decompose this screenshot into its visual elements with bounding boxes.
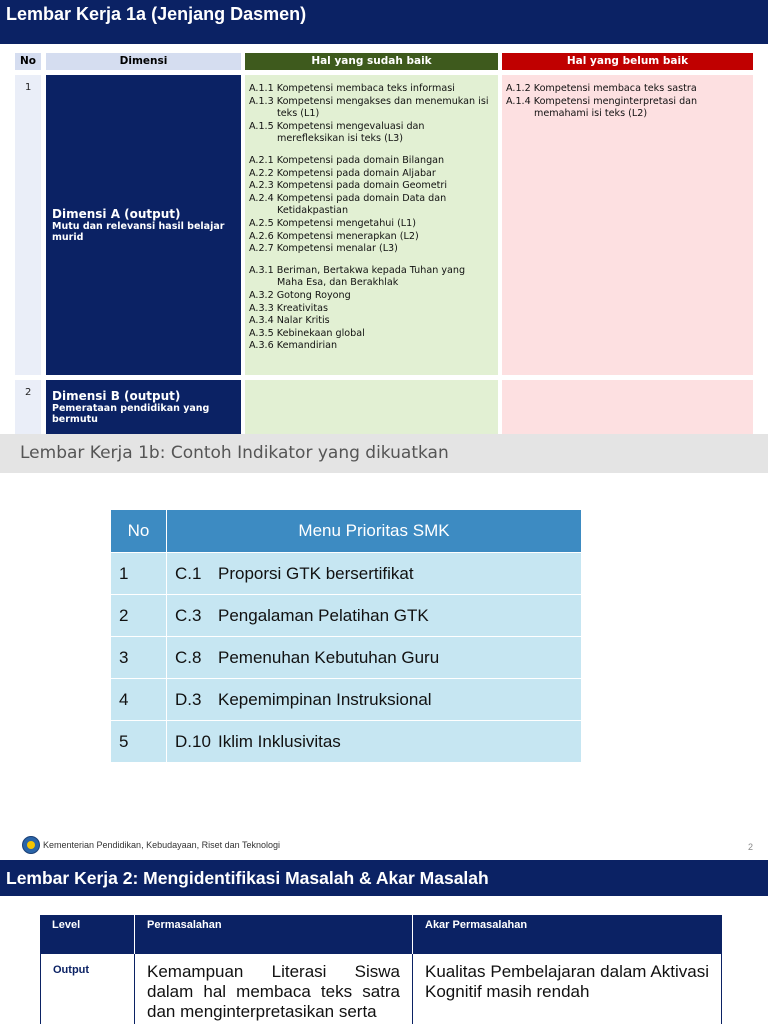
indicator-item: A.1.3 Kompetensi mengakses dan menemukan isi teks (L1) [249,95,489,120]
indicator-item: A.1.2 Kompetensi membaca teks sastra [506,83,697,94]
table-row [111,637,581,679]
row1-no: 1 [15,75,41,375]
indicator-item: A.3.5 Kebinekaan global [249,327,365,339]
table-row [111,679,581,721]
row2-dim-subtitle: Pemerataan pendidikan yang bermutu [52,403,210,425]
table-row [111,553,581,595]
header-no: No [111,510,167,553]
menu-code: C.8 [175,647,202,667]
sheet-1a [0,0,768,434]
indicator-item: A.2.2 Kompetensi pada domain Aljabar [249,167,436,179]
header-akar-permasalahan: Akar Permasalahan [413,915,722,954]
sheet-2-title: Lembar Kerja 2: Mengidentifikasi Masalah & Akar Masalah [0,860,768,896]
row-no: 4 [111,679,167,721]
ministry-logo-icon [22,836,40,854]
menu-code: D.3 [175,689,202,709]
indicator-item: A.1.5 Kompetensi mengevaluasi dan merefleksikan isi teks (L3) [249,120,425,145]
indicator-item: A.3.6 Kemandirian [249,340,338,352]
header-level: Level [40,915,134,954]
row-menu [167,721,582,763]
row2-belum-baik [502,380,753,434]
footer [22,836,280,854]
row-no: 3 [111,637,167,679]
indicator-item: A.2.6 Kompetensi menerapkan (L2) [249,230,419,242]
indicator-item: A.3.4 Nalar Kritis [249,315,330,327]
row-menu [167,637,582,679]
row-no: 1 [111,553,167,595]
header-no: No [15,53,41,70]
header-belum-baik: Hal yang belum baik [502,53,753,70]
menu-label: Kepemimpinan Instruksional [218,689,432,709]
row1-dimensi [46,75,241,375]
row1-dim-subtitle: Mutu dan relevansi hasil belajar murid [52,221,225,243]
table-row [111,595,581,637]
footer-ministry-name: Kementerian Pendidikan, Kebudayaan, Riset dan Teknologi [43,840,280,850]
menu-code: C.1 [175,563,202,583]
indicator-item: A.1.4 Kompetensi menginterpretasi dan memahami isi teks (L2) [506,95,698,120]
indicator-item: A.3.3 Kreativitas [249,302,328,314]
row2-no: 2 [15,380,41,434]
row-akar-permasalahan: Kualitas Pembelajaran dalam Aktivasi Kognitif masih rendah [425,962,709,1001]
row-menu [167,679,582,721]
sheet-2 [0,860,768,1024]
indicator-item: A.2.5 Kompetensi mengetahui (L1) [249,217,417,229]
indicator-item: A.2.4 Kompetensi pada domain Data dan Ketidakpastian [249,192,447,217]
row-permasalahan: Kemampuan Literasi Siswa dalam hal membaca teks satra dan menginterpretasikan serta [147,962,400,1021]
row1-dim-title: Dimensi A (output) [52,207,181,221]
row-menu [167,553,582,595]
row2-dim-title: Dimensi B (output) [52,389,181,403]
sheet-1b [0,434,768,860]
page-number: 2 [748,842,754,852]
indicator-item: A.2.7 Kompetensi menalar (L3) [249,243,398,255]
table-row [111,721,581,763]
sheet-1b-title: Lembar Kerja 1b: Contoh Indikator yang dikuatkan [0,434,768,473]
row-level: Output [53,964,90,976]
row-menu [167,595,582,637]
header-sudah-baik: Hal yang sudah baik [245,53,498,70]
row-no: 2 [111,595,167,637]
indicator-item: A.3.2 Gotong Royong [249,289,351,301]
menu-label: Iklim Inklusivitas [218,731,341,751]
indicator-item: A.1.1 Kompetensi membaca teks informasi [249,83,455,94]
row2-dimensi [46,380,241,434]
sheet-1a-title: Lembar Kerja 1a (Jenjang Dasmen) [0,0,768,44]
header-permasalahan: Permasalahan [135,915,412,954]
menu-label: Proporsi GTK bersertifikat [218,563,414,583]
header-menu-prioritas: Menu Prioritas SMK [167,510,582,553]
indicator-item: A.2.3 Kompetensi pada domain Geometri [249,180,448,192]
menu-label: Pengalaman Pelatihan GTK [218,605,429,625]
header-dimensi: Dimensi [46,53,241,70]
row2-sudah-baik [245,380,498,434]
menu-prioritas-table [111,510,581,763]
row-no: 5 [111,721,167,763]
row1-sudah-baik [245,75,498,375]
indicator-item: A.2.1 Kompetensi pada domain Bilangan [249,154,445,166]
menu-label: Pemenuhan Kebutuhan Guru [218,647,440,667]
menu-code: D.10 [175,731,211,751]
row1-belum-baik [502,75,753,375]
indicator-item: A.3.1 Beriman, Bertakwa kepada Tuhan yang Maha Esa, dan Berakhlak [249,264,466,289]
menu-code: C.3 [175,605,202,625]
